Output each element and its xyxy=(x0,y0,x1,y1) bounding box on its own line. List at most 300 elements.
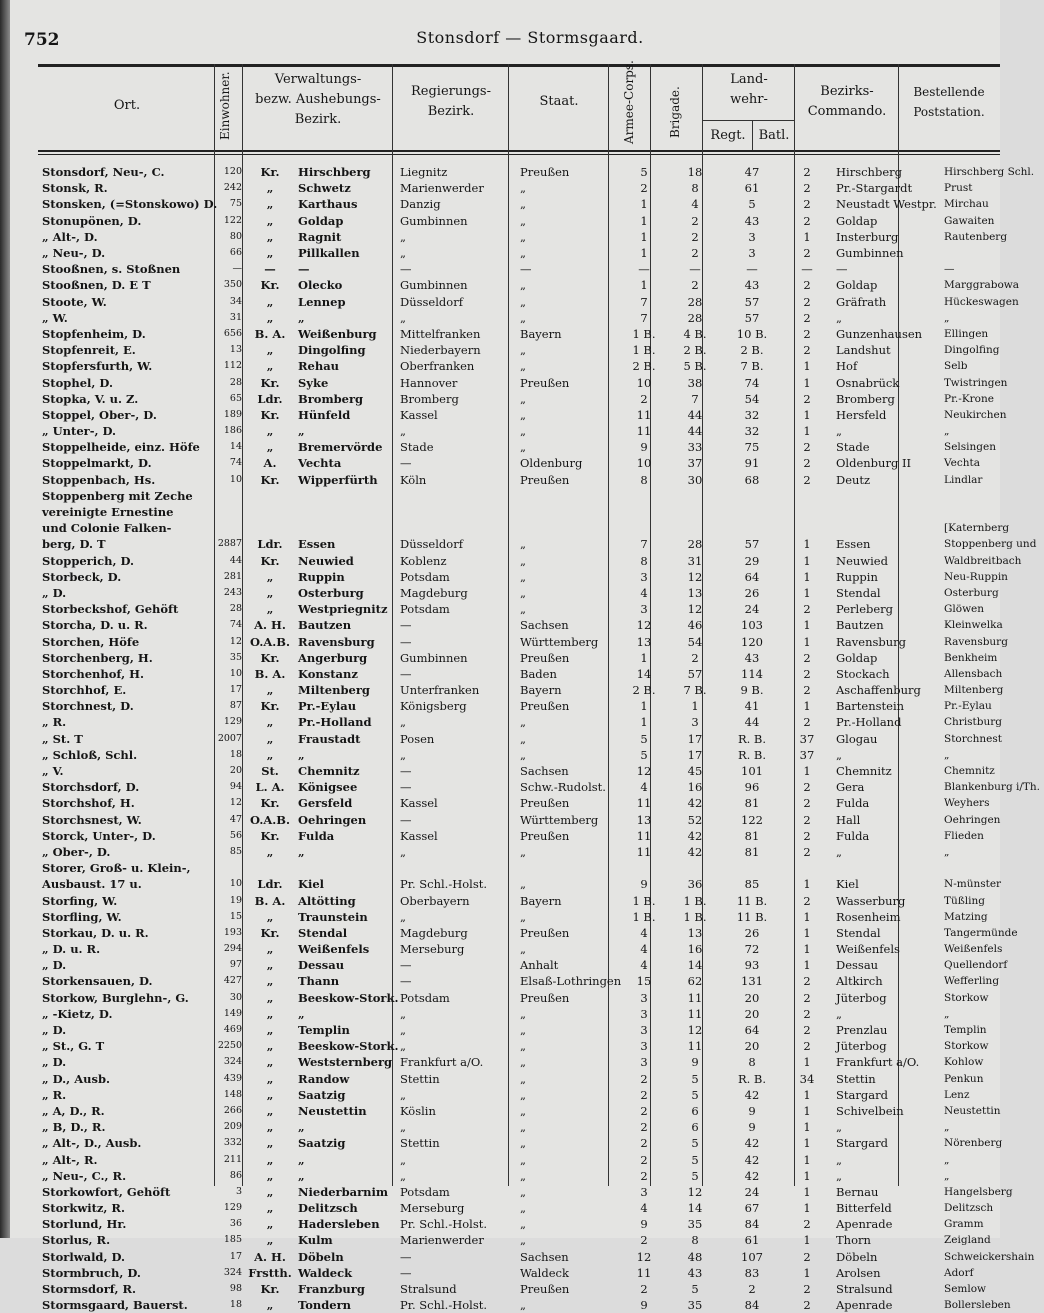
army-corps-cell: 1 xyxy=(640,246,648,261)
post-station-cell: Nörenberg xyxy=(944,1137,1003,1150)
table-row xyxy=(40,617,1044,633)
landwehr-regiment-cell: 47 xyxy=(744,165,760,180)
inhabitants-cell: 65 xyxy=(229,392,242,404)
inhabitants-cell: 12 xyxy=(229,635,242,647)
admin-type-cell: — xyxy=(264,262,276,277)
government-district-cell: Oberfranken xyxy=(400,359,475,374)
district-command-cell: Pr.-Holland xyxy=(836,715,902,730)
table-row xyxy=(40,261,1044,277)
admin-district-cell xyxy=(296,860,398,876)
admin-type-cell: „ xyxy=(266,1087,274,1102)
inhabitants-cell: 148 xyxy=(223,1088,242,1100)
table-row xyxy=(40,164,1044,180)
landwehr-battalion-cell: 1 xyxy=(803,229,811,244)
government-district-cell: Düsseldorf xyxy=(400,537,463,552)
admin-district-cell: Rehau xyxy=(298,359,340,374)
post-station-cell: Tangermünde xyxy=(944,926,1018,939)
brigade-cell: 2 xyxy=(691,229,699,244)
army-corps-cell: 7 xyxy=(640,294,648,309)
district-command-cell: Essen xyxy=(836,537,871,552)
landwehr-battalion-cell: 2 xyxy=(803,1023,811,1038)
state-cell: „ xyxy=(520,715,526,730)
post-station-cell: Tüßling xyxy=(944,894,985,907)
admin-district-cell: Stendal xyxy=(298,925,348,940)
inhabitants-cell: 85 xyxy=(229,845,242,857)
table-row xyxy=(40,698,1044,714)
government-district-cell: — xyxy=(400,456,412,471)
post-station-cell xyxy=(942,245,1044,261)
government-district-cell: „ xyxy=(400,715,406,730)
landwehr-battalion-cell: 1 xyxy=(803,1265,811,1280)
admin-district-cell: Waldeck xyxy=(298,1265,353,1280)
landwehr-regiment-cell: R. B. xyxy=(737,747,767,762)
place-name-cell: Stonupönen, D. xyxy=(42,213,142,228)
post-station-cell: Neustettin xyxy=(944,1104,1001,1117)
admin-type-cell: „ xyxy=(266,1006,274,1021)
district-command-cell: Stendal xyxy=(836,585,881,600)
government-district-cell: — xyxy=(400,958,412,973)
brigade-cell: — xyxy=(689,262,701,277)
government-district-cell: Kassel xyxy=(400,407,438,422)
landwehr-battalion-cell: 2 xyxy=(803,1006,811,1021)
table-row xyxy=(40,1071,1044,1087)
post-station-cell: Allensbach xyxy=(944,667,1003,680)
table-row xyxy=(40,795,1044,811)
landwehr-regiment-cell: 43 xyxy=(744,213,760,228)
table-row xyxy=(40,925,1044,941)
top-rule xyxy=(38,64,1000,67)
inhabitants-cell: 122 xyxy=(223,214,242,226)
government-district-cell: Gumbinnen xyxy=(400,213,468,228)
admin-district-cell: Altötting xyxy=(298,893,356,908)
landwehr-battalion-cell: 2 xyxy=(803,683,811,698)
government-district-cell: — xyxy=(400,666,412,681)
place-name-cell: „ R. xyxy=(42,1087,67,1102)
state-cell: „ xyxy=(520,1006,526,1021)
district-command-cell: Stendal xyxy=(836,925,881,940)
landwehr-regiment-cell: 7 B. xyxy=(740,359,764,374)
admin-district-cell: Saatzig xyxy=(298,1087,346,1102)
header-post-line2: Poststation. xyxy=(913,105,985,119)
district-command-cell: „ xyxy=(836,747,842,762)
post-station-cell: Rautenberg xyxy=(944,230,1008,243)
admin-district-cell: Beeskow-Stork. xyxy=(298,1039,399,1054)
table-row xyxy=(40,957,1044,973)
landwehr-battalion-cell: 2 xyxy=(803,197,811,212)
army-corps-cell: 1 B. xyxy=(632,909,656,924)
army-corps-cell: 12 xyxy=(636,764,652,779)
state-cell: Württemberg xyxy=(520,634,599,649)
admin-district-cell: Essen xyxy=(298,537,336,552)
admin-type-cell: „ xyxy=(266,1201,274,1216)
admin-type-cell: „ xyxy=(266,359,274,374)
government-district-cell: Potsdam xyxy=(400,569,450,584)
admin-type-cell: „ xyxy=(266,310,274,325)
brigade-cell: 16 xyxy=(687,942,703,957)
army-corps-cell: 13 xyxy=(636,812,652,827)
table-row xyxy=(40,180,1044,196)
district-command-cell: Gumbinnen xyxy=(836,246,904,261)
state-cell: „ xyxy=(520,844,526,859)
post-station-cell: Zeigland xyxy=(944,1234,991,1247)
brigade-cell: 28 xyxy=(687,537,703,552)
state-cell: Elsaß-Lothringen xyxy=(520,974,622,989)
state-cell: „ xyxy=(520,569,526,584)
table-row xyxy=(40,812,1044,828)
admin-type-cell: „ xyxy=(266,958,274,973)
admin-type-cell: Kr. xyxy=(260,165,280,180)
landwehr-regiment-cell: 41 xyxy=(744,699,760,714)
table-row xyxy=(40,763,1044,779)
header-poststation xyxy=(900,82,998,122)
header-landwehr-line2: wehr- xyxy=(730,92,768,107)
landwehr-battalion-cell: 1 xyxy=(803,958,811,973)
admin-district-cell: Schwetz xyxy=(298,181,351,196)
place-name-cell: Storchenberg, H. xyxy=(42,650,153,665)
army-corps-cell: 2 B. xyxy=(632,683,656,698)
page-number: 752 xyxy=(24,30,60,50)
admin-type-cell: „ xyxy=(266,440,274,455)
admin-type-cell: „ xyxy=(266,990,274,1005)
landwehr-regiment-cell: 101 xyxy=(741,764,763,779)
place-name-cell: Stopfenheim, D. xyxy=(42,326,146,341)
landwehr-battalion-cell: 2 xyxy=(803,343,811,358)
brigade-cell: 4 xyxy=(691,197,699,212)
landwehr-battalion-cell: 1 xyxy=(803,909,811,924)
army-corps-cell: 9 xyxy=(640,877,648,892)
place-name-cell: Storchhof, E. xyxy=(42,683,127,698)
post-station-cell: Adorf xyxy=(944,1266,974,1279)
post-station-cell: Chemnitz xyxy=(944,765,995,778)
state-cell: „ xyxy=(520,229,526,244)
inhabitants-cell: 74 xyxy=(229,457,242,469)
place-name-cell: berg, D. T xyxy=(42,537,106,552)
admin-type-cell: „ xyxy=(266,974,274,989)
post-station-cell: Miltenberg xyxy=(944,684,1004,697)
inhabitants-cell: 97 xyxy=(229,959,242,971)
post-station-cell: Pr.-Krone xyxy=(944,392,994,405)
admin-district-cell: Goldap xyxy=(298,213,344,228)
place-name-cell: „ D., Ausb. xyxy=(42,1071,110,1086)
place-name-cell: „ D. u. R. xyxy=(42,942,101,957)
landwehr-regiment-cell: 9 xyxy=(748,1120,756,1135)
state-cell: — xyxy=(520,262,532,277)
table-row xyxy=(40,229,1044,245)
header-regierung-line1: Regierungs- xyxy=(411,84,491,99)
post-station-cell: Penkun xyxy=(944,1072,984,1085)
government-district-cell: — xyxy=(400,1265,412,1280)
admin-type-cell: „ xyxy=(266,715,274,730)
army-corps-cell: 4 xyxy=(640,958,648,973)
army-corps-cell: 2 xyxy=(640,1103,648,1118)
admin-district-cell: Syke xyxy=(298,375,329,390)
inhabitants-cell xyxy=(214,488,244,504)
government-district-cell: Stralsund xyxy=(400,1282,457,1297)
admin-type-cell: Kr. xyxy=(260,699,280,714)
place-name-cell: Stormbruch, D. xyxy=(42,1265,141,1280)
admin-district-cell: Weißenburg xyxy=(298,326,377,341)
place-name-cell: Storlwald, D. xyxy=(42,1249,126,1264)
landwehr-regiment-cell: 9 B. xyxy=(740,683,764,698)
district-command-cell: Gräfrath xyxy=(836,294,887,309)
district-command-cell: Gunzenhausen xyxy=(836,326,923,341)
place-name-cell: Storchen, Höfe xyxy=(42,634,140,649)
government-district-cell: Posen xyxy=(400,731,435,746)
post-station-cell xyxy=(942,488,1044,504)
table-row xyxy=(40,828,1044,844)
government-district-cell: Koblenz xyxy=(400,553,447,568)
post-station-cell: Selsingen xyxy=(944,441,996,454)
place-name-cell: Stopfersfurth, W. xyxy=(42,359,153,374)
admin-district-cell: Tondern xyxy=(298,1298,352,1313)
admin-type-cell: „ xyxy=(266,731,274,746)
inhabitants-cell: 149 xyxy=(223,1007,242,1019)
district-command-cell: Stargard xyxy=(836,1087,888,1102)
army-corps-cell: 9 xyxy=(640,1298,648,1313)
district-command-cell: Döbeln xyxy=(836,1249,878,1264)
header-post-line1: Bestellende xyxy=(913,85,985,99)
army-corps-cell: 1 xyxy=(640,213,648,228)
post-station-cell: Neukirchen xyxy=(944,408,1007,421)
landwehr-battalion-cell: 2 xyxy=(803,1282,811,1297)
table-row xyxy=(40,747,1044,763)
place-name-cell: Storkow, Burglehn-, G. xyxy=(42,990,189,1005)
place-name-cell: Stopfenreit, E. xyxy=(42,343,136,358)
government-district-cell: — xyxy=(400,618,412,633)
inhabitants-cell: 211 xyxy=(223,1153,242,1165)
district-command-cell xyxy=(834,504,942,520)
brigade-cell: 33 xyxy=(687,440,703,455)
landwehr-battalion-cell: 2 xyxy=(803,780,811,795)
inhabitants-cell: 129 xyxy=(223,1202,242,1214)
admin-type-cell: „ xyxy=(266,343,274,358)
header-regierungsbezirk xyxy=(394,82,508,122)
district-command-cell: Wasserburg xyxy=(836,893,906,908)
admin-type-cell: Kr. xyxy=(260,650,280,665)
inhabitants-cell: 350 xyxy=(223,279,242,291)
landwehr-battalion-cell: 2 xyxy=(803,310,811,325)
government-district-cell: Pr. Schl.-Holst. xyxy=(400,877,488,892)
landwehr-battalion-cell: 1 xyxy=(803,375,811,390)
government-district-cell: Königsberg xyxy=(400,699,467,714)
state-cell: Preußen xyxy=(520,650,570,665)
admin-type-cell: „ xyxy=(266,1298,274,1313)
government-district-cell: Düsseldorf xyxy=(400,294,463,309)
admin-district-cell: Templin xyxy=(298,1023,350,1038)
landwehr-regiment-cell: 68 xyxy=(744,472,760,487)
government-district-cell: — xyxy=(400,262,412,277)
brigade-cell xyxy=(666,504,724,520)
army-corps-cell: 1 B. xyxy=(632,343,656,358)
table-row xyxy=(40,553,1044,569)
inhabitants-cell: 439 xyxy=(223,1072,242,1084)
army-corps-cell: 7 xyxy=(640,310,648,325)
post-station-cell: Gramm xyxy=(944,1218,984,1231)
place-name-cell: Storkowfort, Gehöft xyxy=(42,1184,171,1199)
army-corps-cell: 9 xyxy=(640,1217,648,1232)
army-corps-cell xyxy=(622,860,666,876)
landwehr-regiment-cell: 20 xyxy=(744,1006,760,1021)
landwehr-regiment-cell: 85 xyxy=(744,877,760,892)
district-command-cell: Osnabrück xyxy=(836,375,900,390)
header-bezirkskommando xyxy=(796,82,898,122)
state-cell: „ xyxy=(520,1120,526,1135)
state-cell: „ xyxy=(520,1136,526,1151)
running-head: Stonsdorf — Stormsgaard. xyxy=(416,28,644,47)
landwehr-battalion-cell: 1 xyxy=(803,585,811,600)
landwehr-regiment-cell: 107 xyxy=(741,1249,763,1264)
district-command-cell: Goldap xyxy=(836,650,878,665)
landwehr-battalion-cell: 2 xyxy=(803,1249,811,1264)
place-name-cell: Storchsdorf, D. xyxy=(42,780,140,795)
state-cell: „ xyxy=(520,602,526,617)
state-cell: „ xyxy=(520,909,526,924)
landwehr-regiment-cell: 57 xyxy=(744,537,760,552)
table-row xyxy=(40,601,1044,617)
district-command-cell: Deutz xyxy=(836,472,871,487)
table-row xyxy=(40,326,1044,342)
state-cell: „ xyxy=(520,1168,526,1183)
place-name-cell: „ D. xyxy=(42,585,67,600)
inhabitants-cell: 242 xyxy=(223,182,242,194)
army-corps-cell: 3 xyxy=(640,1184,648,1199)
army-corps-cell: 1 xyxy=(640,278,648,293)
district-command-cell: Apenrade xyxy=(836,1298,893,1313)
admin-district-cell: Delitzsch xyxy=(298,1201,358,1216)
state-cell: Baden xyxy=(520,666,557,681)
place-name-cell: „ Neu-, D. xyxy=(42,246,106,261)
army-corps-cell: 5 xyxy=(640,165,648,180)
inhabitants-cell: 19 xyxy=(229,894,242,906)
state-cell: Preußen xyxy=(520,375,570,390)
admin-type-cell: Kr. xyxy=(260,796,280,811)
army-corps-cell: 11 xyxy=(636,424,652,439)
post-station-cell: Benkheim xyxy=(944,651,998,664)
government-district-cell: — xyxy=(400,1249,412,1264)
header-bezirks-line2: Commando. xyxy=(807,104,887,119)
district-command-cell: Neustadt Westpr. xyxy=(836,197,937,212)
landwehr-regiment-cell: 57 xyxy=(744,294,760,309)
district-command-cell xyxy=(834,520,942,536)
inhabitants-cell: 18 xyxy=(229,748,242,760)
table-row xyxy=(40,1232,1044,1248)
landwehr-regiment-cell: 26 xyxy=(744,585,760,600)
landwehr-battalion-cell: 1 xyxy=(803,424,811,439)
district-command-cell: Frankfurt a/O. xyxy=(836,1055,920,1070)
table-row xyxy=(40,472,1044,488)
admin-type-cell: „ xyxy=(266,197,274,212)
district-command-cell: Bartenstein xyxy=(836,699,905,714)
government-district-cell: Kassel xyxy=(400,796,438,811)
state-cell: Oldenburg xyxy=(520,456,583,471)
army-corps-cell: 2 xyxy=(640,181,648,196)
landwehr-regiment-cell xyxy=(724,488,780,504)
admin-type-cell: Kr. xyxy=(260,1282,280,1297)
state-cell: „ xyxy=(520,731,526,746)
district-command-cell: — xyxy=(836,262,848,277)
landwehr-regiment-cell xyxy=(724,504,780,520)
government-district-cell: Liegnitz xyxy=(400,165,448,180)
inhabitants-cell xyxy=(214,520,244,536)
post-station-cell: Ellingen xyxy=(944,327,989,340)
table-row xyxy=(40,342,1044,358)
state-cell: „ xyxy=(520,343,526,358)
place-name-cell: „ -Kietz, D. xyxy=(42,1006,113,1021)
place-name-cell: „ Unter-, D. xyxy=(42,424,117,439)
landwehr-regiment-cell: 91 xyxy=(744,456,760,471)
inhabitants-cell: 209 xyxy=(223,1121,242,1133)
inhabitants-cell: 20 xyxy=(229,765,242,777)
landwehr-subdivider xyxy=(752,120,753,150)
landwehr-regiment-cell: 103 xyxy=(741,618,763,633)
army-corps-cell: 4 xyxy=(640,585,648,600)
army-corps-cell: 3 xyxy=(640,602,648,617)
admin-type-cell: „ xyxy=(266,1168,274,1183)
government-district-cell: Danzig xyxy=(400,197,441,212)
landwehr-battalion-cell: 1 xyxy=(803,1087,811,1102)
admin-district-cell: Weststernberg xyxy=(298,1055,393,1070)
place-name-cell: „ D. xyxy=(42,1023,67,1038)
government-district-cell: „ xyxy=(400,1023,406,1038)
district-command-cell: Ruppin xyxy=(836,569,878,584)
post-station-cell: Glöwen xyxy=(944,603,985,616)
table-row xyxy=(40,1281,1044,1297)
government-district-cell: Stade xyxy=(400,440,434,455)
government-district-cell: „ xyxy=(400,310,406,325)
army-corps-cell: 15 xyxy=(636,974,652,989)
admin-type-cell: „ xyxy=(266,844,274,859)
place-name-cell: „ Alt-, D. xyxy=(42,229,98,244)
table-row xyxy=(40,1297,1044,1313)
landwehr-battalion-cell: 37 xyxy=(799,731,815,746)
admin-type-cell xyxy=(244,488,296,504)
government-district-cell: „ xyxy=(400,909,406,924)
admin-type-cell: „ xyxy=(266,942,274,957)
state-cell xyxy=(518,504,622,520)
admin-district-cell: Kulm xyxy=(298,1233,333,1248)
landwehr-regiment-cell: 96 xyxy=(744,780,760,795)
state-cell: „ xyxy=(520,424,526,439)
army-corps-cell: 12 xyxy=(636,1249,652,1264)
state-cell: „ xyxy=(520,359,526,374)
admin-type-cell: St. xyxy=(261,764,279,779)
admin-district-cell: Fulda xyxy=(298,828,335,843)
landwehr-battalion-cell: 37 xyxy=(799,747,815,762)
brigade-cell: 5 B. xyxy=(683,359,707,374)
district-command-cell: Apenrade xyxy=(836,1217,893,1232)
district-command-cell: Stade xyxy=(836,440,870,455)
inhabitants-cell: 469 xyxy=(223,1024,242,1036)
district-command-cell: Fulda xyxy=(836,828,870,843)
admin-type-cell: Kr. xyxy=(260,375,280,390)
landwehr-regiment-cell: 29 xyxy=(744,553,760,568)
table-row xyxy=(40,277,1044,293)
place-name-cell: Stooßnen, s. Stoßnen xyxy=(42,262,181,277)
admin-district-cell: Döbeln xyxy=(298,1249,344,1264)
state-cell: Waldeck xyxy=(520,1265,569,1280)
post-station-cell: „ xyxy=(944,1007,950,1020)
landwehr-battalion-cell: 2 xyxy=(803,812,811,827)
landwehr-battalion-cell: 2 xyxy=(803,893,811,908)
header-verwaltung-line2: bezw. Aushebungs- xyxy=(255,92,381,107)
army-corps-cell: 4 xyxy=(640,780,648,795)
post-station-cell: Weißenfels xyxy=(944,943,1003,956)
post-station-cell: Christburg xyxy=(944,716,1003,729)
government-district-cell: „ xyxy=(400,1168,406,1183)
place-name-cell: vereinigte Ernestine xyxy=(42,505,174,520)
inhabitants-cell: 332 xyxy=(223,1137,242,1149)
landwehr-battalion-cell: 2 xyxy=(803,844,811,859)
